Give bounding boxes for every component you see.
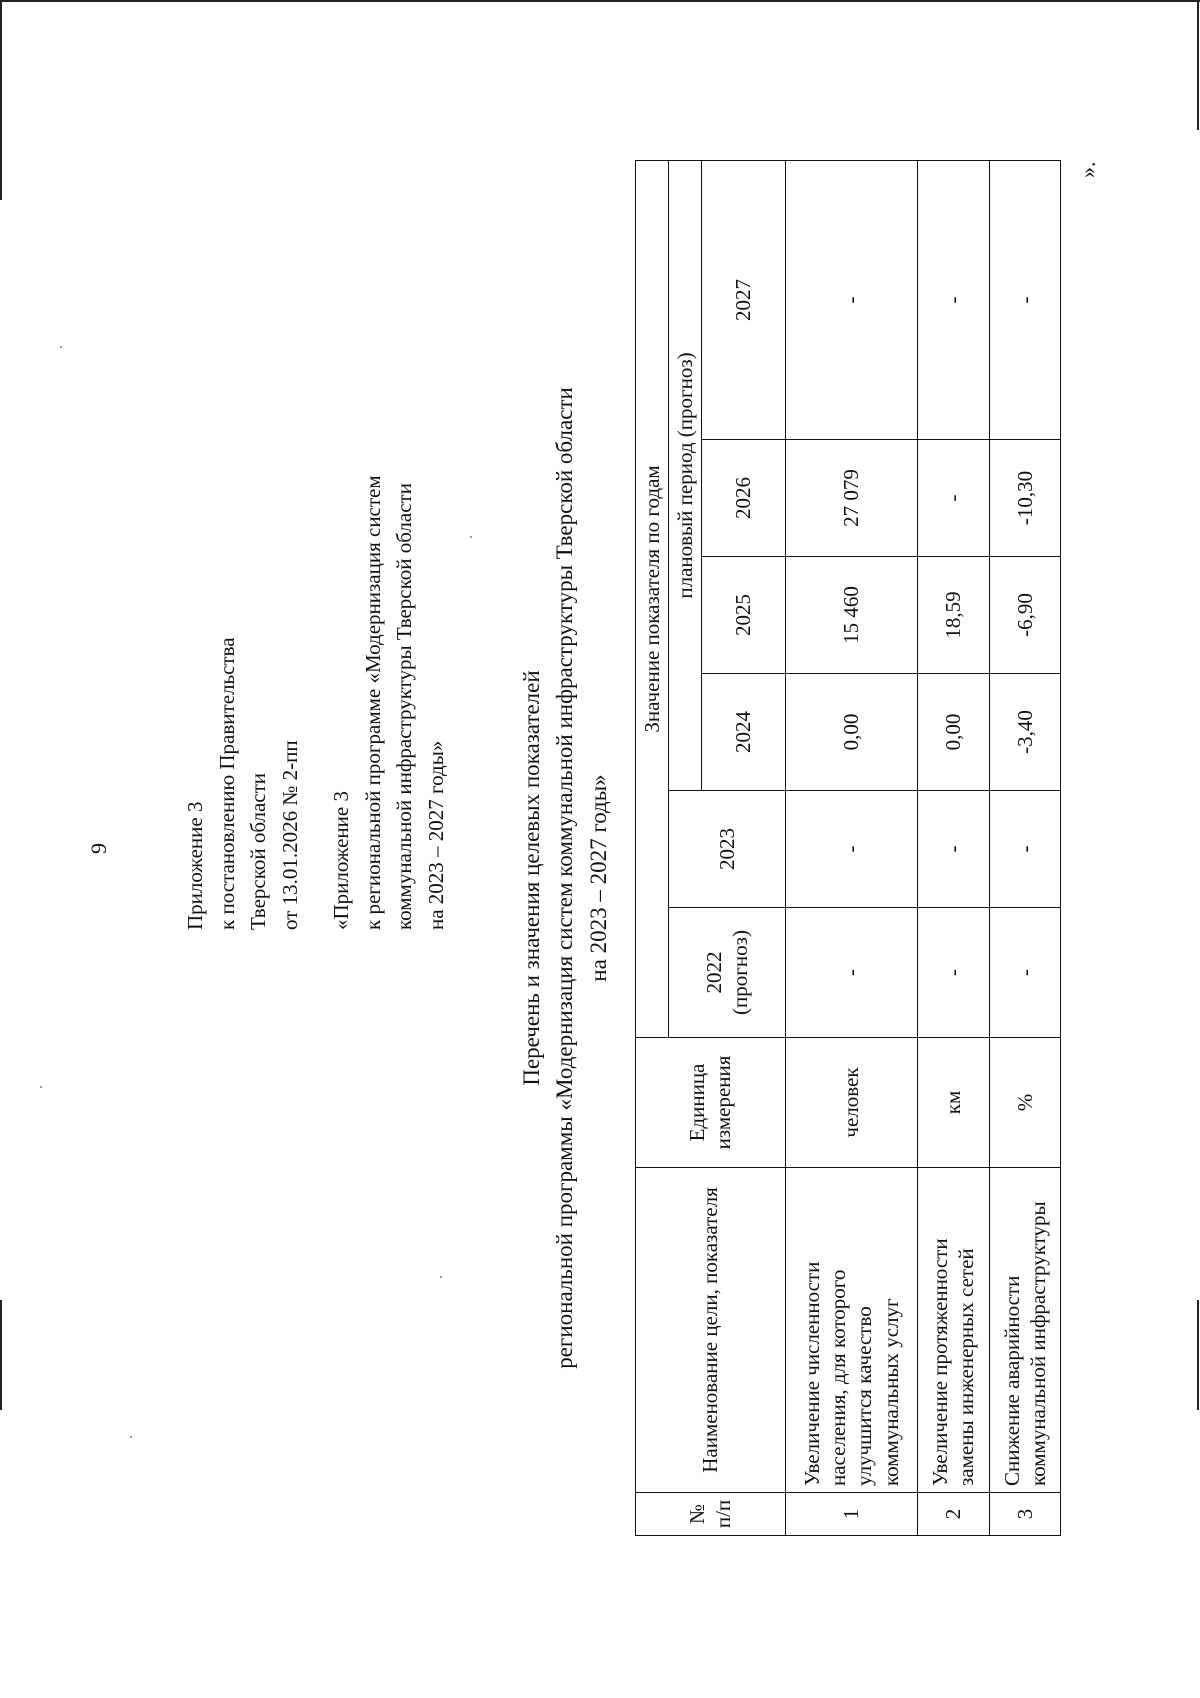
row-value: 18,59	[918, 557, 989, 674]
row-value: -10,30	[989, 440, 1060, 557]
row-value: -	[785, 791, 917, 908]
header-planned-period: плановый период (прогноз)	[668, 160, 701, 790]
appendix-quote-line: к региональной программе «Модернизация систем	[360, 475, 385, 930]
scan-speck	[440, 1276, 442, 1278]
row-value: -3,40	[989, 674, 1060, 791]
scan-speck	[40, 1086, 42, 1088]
document-title	[515, 278, 615, 1478]
scan-speck	[60, 346, 62, 348]
appendix-line: Тверской области	[246, 772, 270, 930]
closing-quote: ».	[1075, 161, 1100, 178]
header-year-2026: 2026	[701, 440, 785, 557]
header-values-by-year: Значение показателя по годам	[636, 160, 669, 1037]
appendix-line: Приложение 3	[183, 801, 207, 930]
header-num: № п/п	[636, 1493, 786, 1536]
table-row	[989, 160, 1060, 1535]
appendix-block	[180, 475, 452, 930]
row-value: -6,90	[989, 557, 1060, 674]
row-indicator-name: Увеличение численности населения, для которого улучшится качество коммунальных услуг	[785, 1168, 917, 1493]
appendix-quote-line: на 2023 – 2027 годы»	[423, 740, 448, 930]
appendix-quote-line: «Приложение 3	[329, 791, 353, 930]
row-value: -	[989, 160, 1060, 439]
row-unit: %	[989, 1038, 1060, 1168]
row-unit: человек	[785, 1038, 917, 1168]
row-value: -	[918, 908, 989, 1038]
header-year-2022: 2022 (прогноз)	[668, 908, 785, 1038]
row-value: 0,00	[785, 674, 917, 791]
table-row	[918, 160, 989, 1535]
row-value: 15 460	[785, 557, 917, 674]
header-year-2025: 2025	[701, 557, 785, 674]
header-unit: Единица измерения	[636, 1038, 786, 1168]
row-value: 0,00	[918, 674, 989, 791]
scan-speck	[470, 536, 472, 538]
row-value: -	[785, 908, 917, 1038]
title-line: Перечень и значения целевых показателей	[519, 670, 544, 1086]
row-value: -	[989, 791, 1060, 908]
indicators-table	[635, 160, 1061, 1536]
header-year-2023: 2023	[668, 791, 785, 908]
appendix-quote-line: коммунальной инфраструктуры Тверской области	[392, 483, 416, 930]
appendix-line: к постановлению Правительства	[214, 637, 239, 930]
table-row	[785, 160, 917, 1535]
row-indicator-name: Снижение аварийности коммунальной инфраструктуры	[989, 1168, 1060, 1493]
header-year-2027: 2027	[701, 160, 785, 439]
row-num: 3	[989, 1493, 1060, 1536]
header-name: Наименование цели, показателя	[636, 1168, 786, 1493]
row-value: -	[989, 908, 1060, 1038]
appendix-line: от 13.01.2026 № 2-пп	[277, 740, 302, 930]
title-line: региональной программы «Модернизация систем коммунальной инфраструктуры Тверской области	[552, 387, 578, 1369]
page-number: 9	[86, 843, 111, 854]
title-line: на 2023 – 2027 годы»	[585, 774, 611, 982]
row-value: -	[918, 160, 989, 439]
scan-speck	[130, 1436, 132, 1438]
row-indicator-name: Увеличение протяженности замены инженерных сетей	[918, 1168, 989, 1493]
row-num: 2	[918, 1493, 989, 1536]
row-value: -	[785, 160, 917, 439]
row-value: 27 079	[785, 440, 917, 557]
row-num: 1	[785, 1493, 917, 1536]
row-value: -	[918, 440, 989, 557]
row-unit: км	[918, 1038, 989, 1168]
header-year-2024: 2024	[701, 674, 785, 791]
row-value: -	[918, 791, 989, 908]
